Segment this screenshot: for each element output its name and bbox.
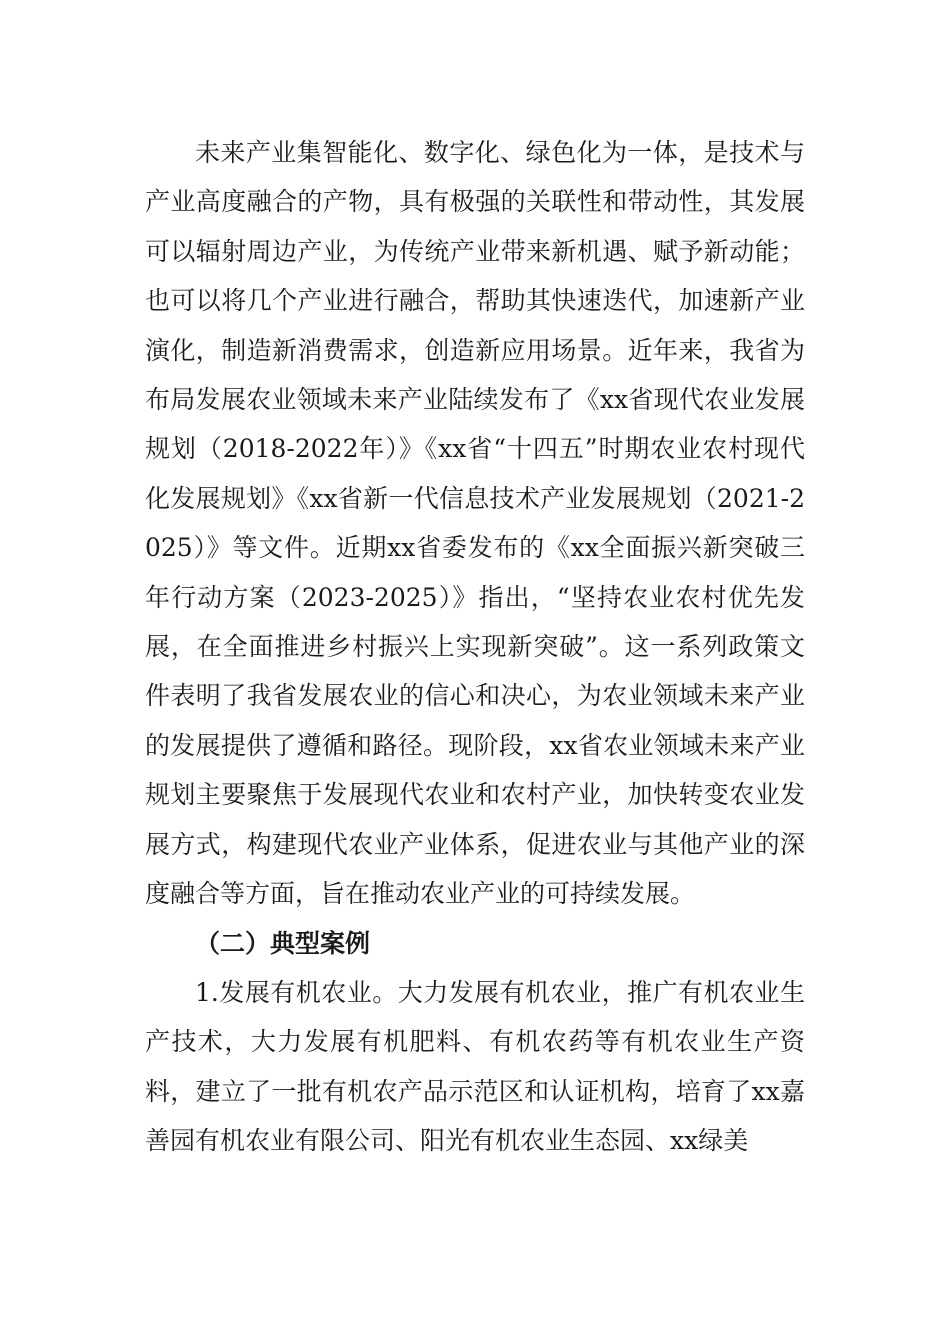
section-heading: （二）典型案例 (195, 928, 371, 958)
body-paragraph: 未来产业集智能化、数字化、绿色化为一体，是技术与产业高度融合的产物，具有极强的关联性和带动性，其发展可以辐射周边产业，为传统产业带来新机遇、赋予新动能；也可以将几个产业进行融合，帮助其快速迭代，加速新产业演化，制造新消费需求，创造新应用场景。近年来，我省为布局发展农业领域未来产业陆续发布了《xx省现代农业发展规划（2018-2022年）》《xx省“十四五”时期农业农村现代化发展规划》《xx省新一代信息技术产业发展规划（2021-2025）》等文件。近期xx省委发布的《xx全面振兴新突破三年行动方案（2023-2025）》指出，“坚持农业农村优先发展，在全面推进乡村振兴上实现新突破”。这一系列政策文件表明了我省发展农业的信心和决心，为农业领域未来产业的发展提供了遵循和路径。现阶段，xx省农业领域未来产业规划主要聚焦于发展现代农业和农村产业，加快转变农业发展方式，构建现代农业产业体系，促进农业与其他产业的深度融合等方面，旨在推动农业产业的可持续发展。 (145, 138, 805, 909)
body-paragraph: 1.发展有机农业。大力发展有机农业，推广有机农业生产技术，大力发展有机肥料、有机农药等有机农业生产资料，建立了一批有机农产品示范区和认证机构，培育了xx嘉善园有机农业有限公司、阳光有机农业生态园、xx绿美 (145, 977, 805, 1156)
document-body (145, 128, 805, 1166)
